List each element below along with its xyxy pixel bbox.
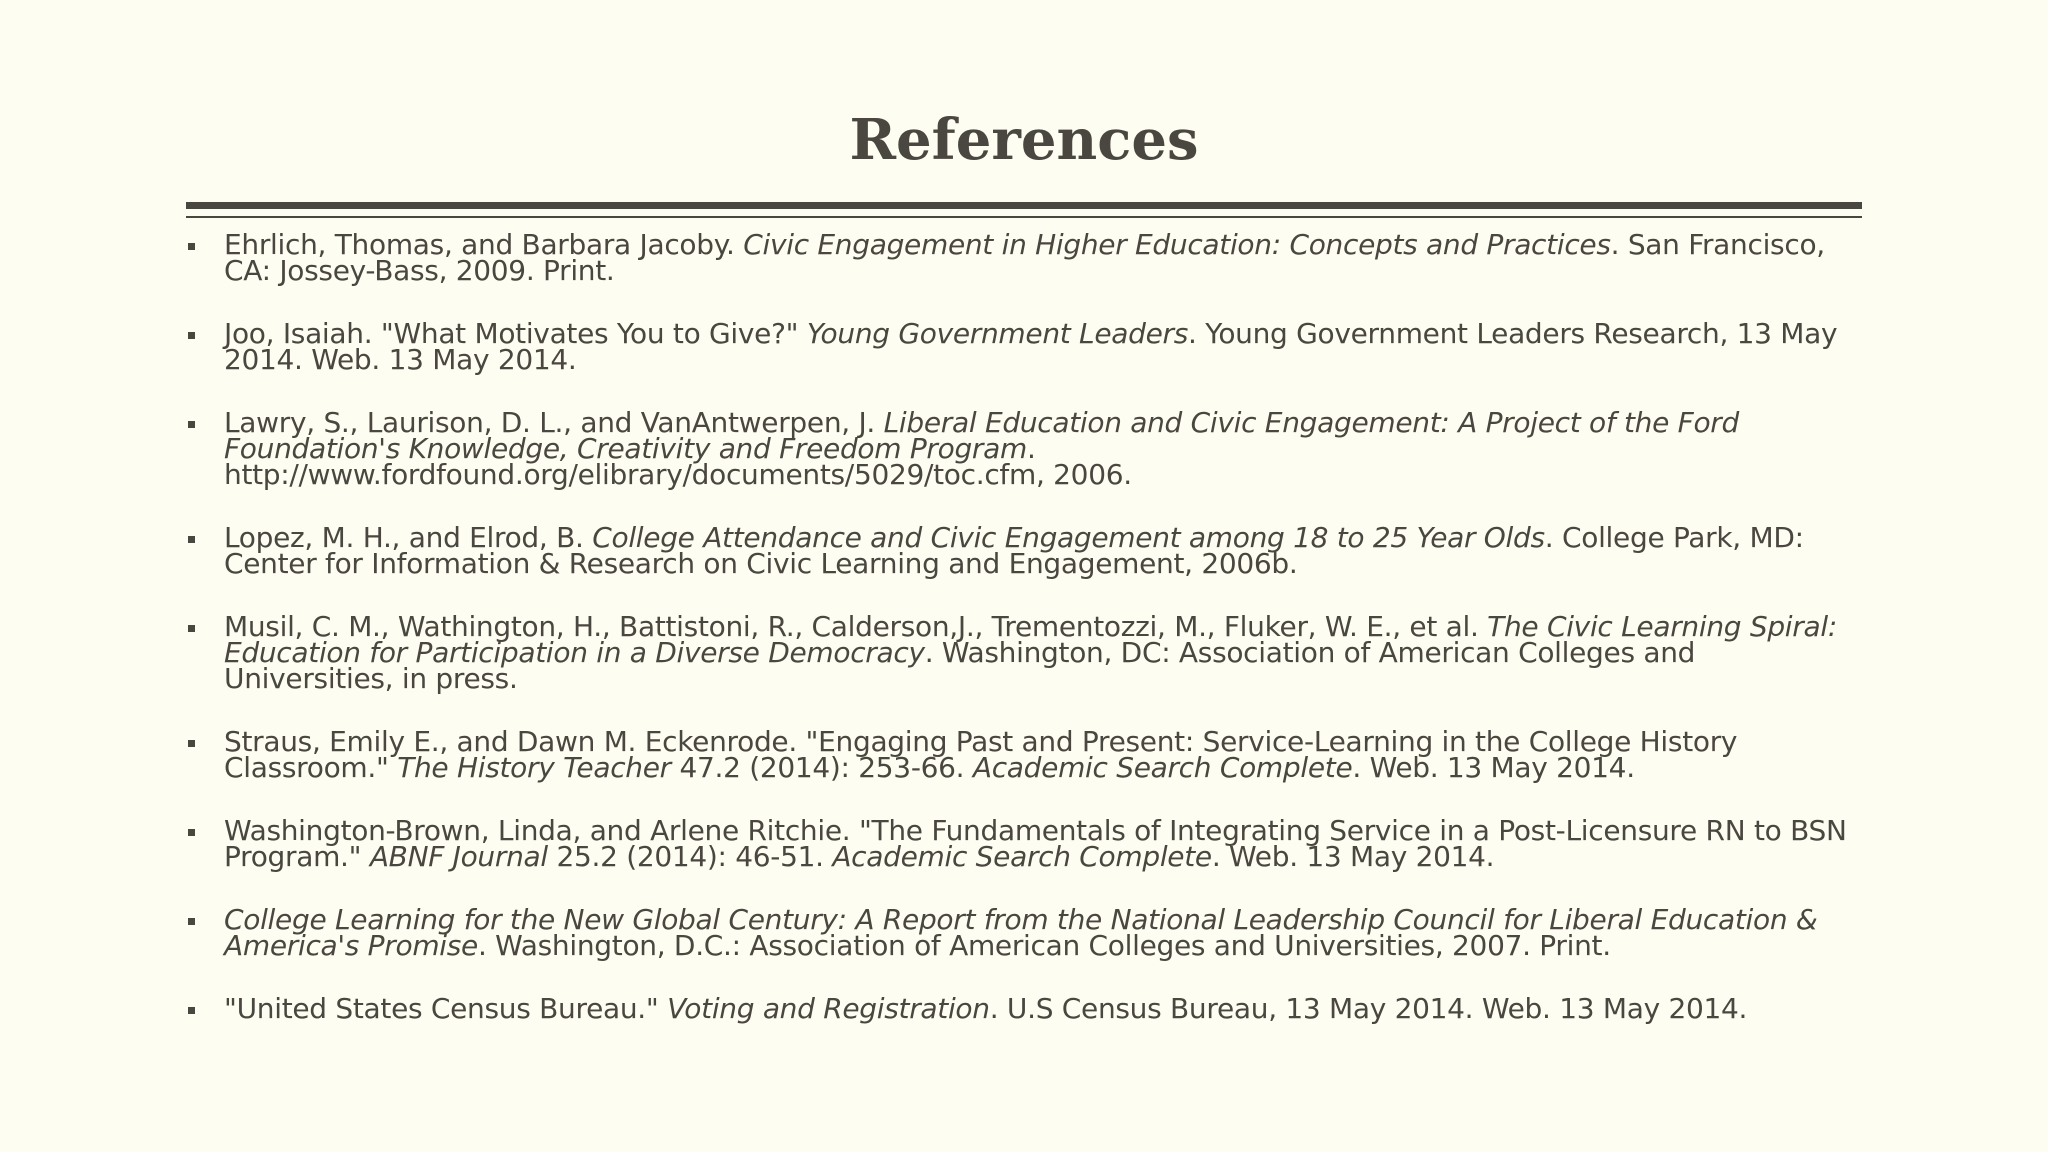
reference-text: . U.S Census Bureau, 13 May 2014. Web. 13 May 2014. <box>989 992 1748 1025</box>
reference-text: Musil, C. M., Wathington, H., Battistoni, R., Calderson,J., Trementozzi, M., Fluker, W. E., et al. <box>224 610 1488 643</box>
reference-text: 25.2 (2014): 46-51. <box>547 840 833 873</box>
reference-database: Academic Search Complete <box>832 840 1212 873</box>
reference-item <box>186 814 1862 873</box>
square-bullet-icon <box>188 918 195 925</box>
square-bullet-icon <box>188 421 195 428</box>
reference-title: Young Government Leaders <box>806 317 1189 350</box>
square-bullet-icon <box>188 625 195 632</box>
reference-text: Joo, Isaiah. "What Motivates You to Give?" <box>224 317 807 350</box>
reference-item <box>186 317 1862 376</box>
reference-title: The Civic Learning Spiral: Education for Participation in a Diverse Democracy <box>224 610 1837 669</box>
reference-text: Straus, Emily E., and Dawn M. Eckenrode. "Engaging Past and Present: Service-Learning in the College History Classroom." <box>224 725 1738 784</box>
reference-title: ABNF Journal <box>369 840 548 873</box>
reference-title: Civic Engagement in Higher Education: Concepts and Practices <box>743 228 1611 261</box>
reference-text: . Young Government Leaders Research, 13 May 2014. Web. 13 May 2014. <box>224 317 1838 376</box>
reference-title: Liberal Education and Civic Engagement: A Project of the Ford Foundation's Knowledge, Creativity and Freedom Program <box>224 406 1739 465</box>
reference-text: 47.2 (2014): 253-66. <box>670 751 973 784</box>
reference-item <box>186 228 1862 287</box>
reference-database: Academic Search Complete <box>972 751 1353 784</box>
reference-item <box>186 992 1862 1025</box>
square-bullet-icon <box>188 243 195 250</box>
reference-text: . Web. 13 May 2014. <box>1352 751 1635 784</box>
reference-title: College Attendance and Civic Engagement among 18 to 25 Year Olds <box>592 521 1545 554</box>
reference-text: Washington-Brown, Linda, and Arlene Ritchie. "The Fundamentals of Integrating Service in a Post-Licensure RN to BSN Program." <box>224 814 1847 873</box>
reference-text: . Washington, D.C.: Association of American Colleges and Universities, 2007. Print. <box>477 929 1611 962</box>
reference-item <box>186 610 1862 695</box>
reference-text: . College Park, MD: Center for Information & Research on Civic Learning and Engagement, 2006b. <box>224 521 1804 580</box>
reference-item <box>186 725 1862 784</box>
reference-text: "United States Census Bureau." <box>224 992 668 1025</box>
square-bullet-icon <box>188 536 195 543</box>
reference-item <box>186 903 1862 962</box>
reference-text: . http://www.fordfound.org/elibrary/documents/5029/toc.cfm, 2006. <box>224 432 1132 491</box>
reference-text: . San Francisco, CA: Jossey-Bass, 2009. Print. <box>224 228 1825 287</box>
reference-title: The History Teacher <box>397 751 671 784</box>
reference-item <box>186 521 1862 580</box>
square-bullet-icon <box>188 740 195 747</box>
slide-title: References <box>849 107 1199 173</box>
square-bullet-icon <box>188 1007 195 1014</box>
reference-text: Ehrlich, Thomas, and Barbara Jacoby. <box>224 228 744 261</box>
square-bullet-icon <box>188 332 195 339</box>
reference-list <box>186 228 1862 1059</box>
reference-title: Voting and Registration <box>667 992 990 1025</box>
title-divider-thick <box>186 202 1862 209</box>
square-bullet-icon <box>188 829 195 836</box>
reference-text: . Washington, DC: Association of American Colleges and Universities, in press. <box>224 636 1696 695</box>
reference-item <box>186 406 1862 491</box>
reference-text: Lopez, M. H., and Elrod, B. <box>224 521 593 554</box>
reference-text: . Web. 13 May 2014. <box>1211 840 1495 873</box>
reference-text: Lawry, S., Laurison, D. L., and VanAntwerpen, J. <box>224 406 884 439</box>
title-divider-thin <box>186 216 1862 218</box>
reference-title: College Learning for the New Global Century: A Report from the National Leadership Council for Liberal Education & America's Promise <box>224 903 1818 962</box>
